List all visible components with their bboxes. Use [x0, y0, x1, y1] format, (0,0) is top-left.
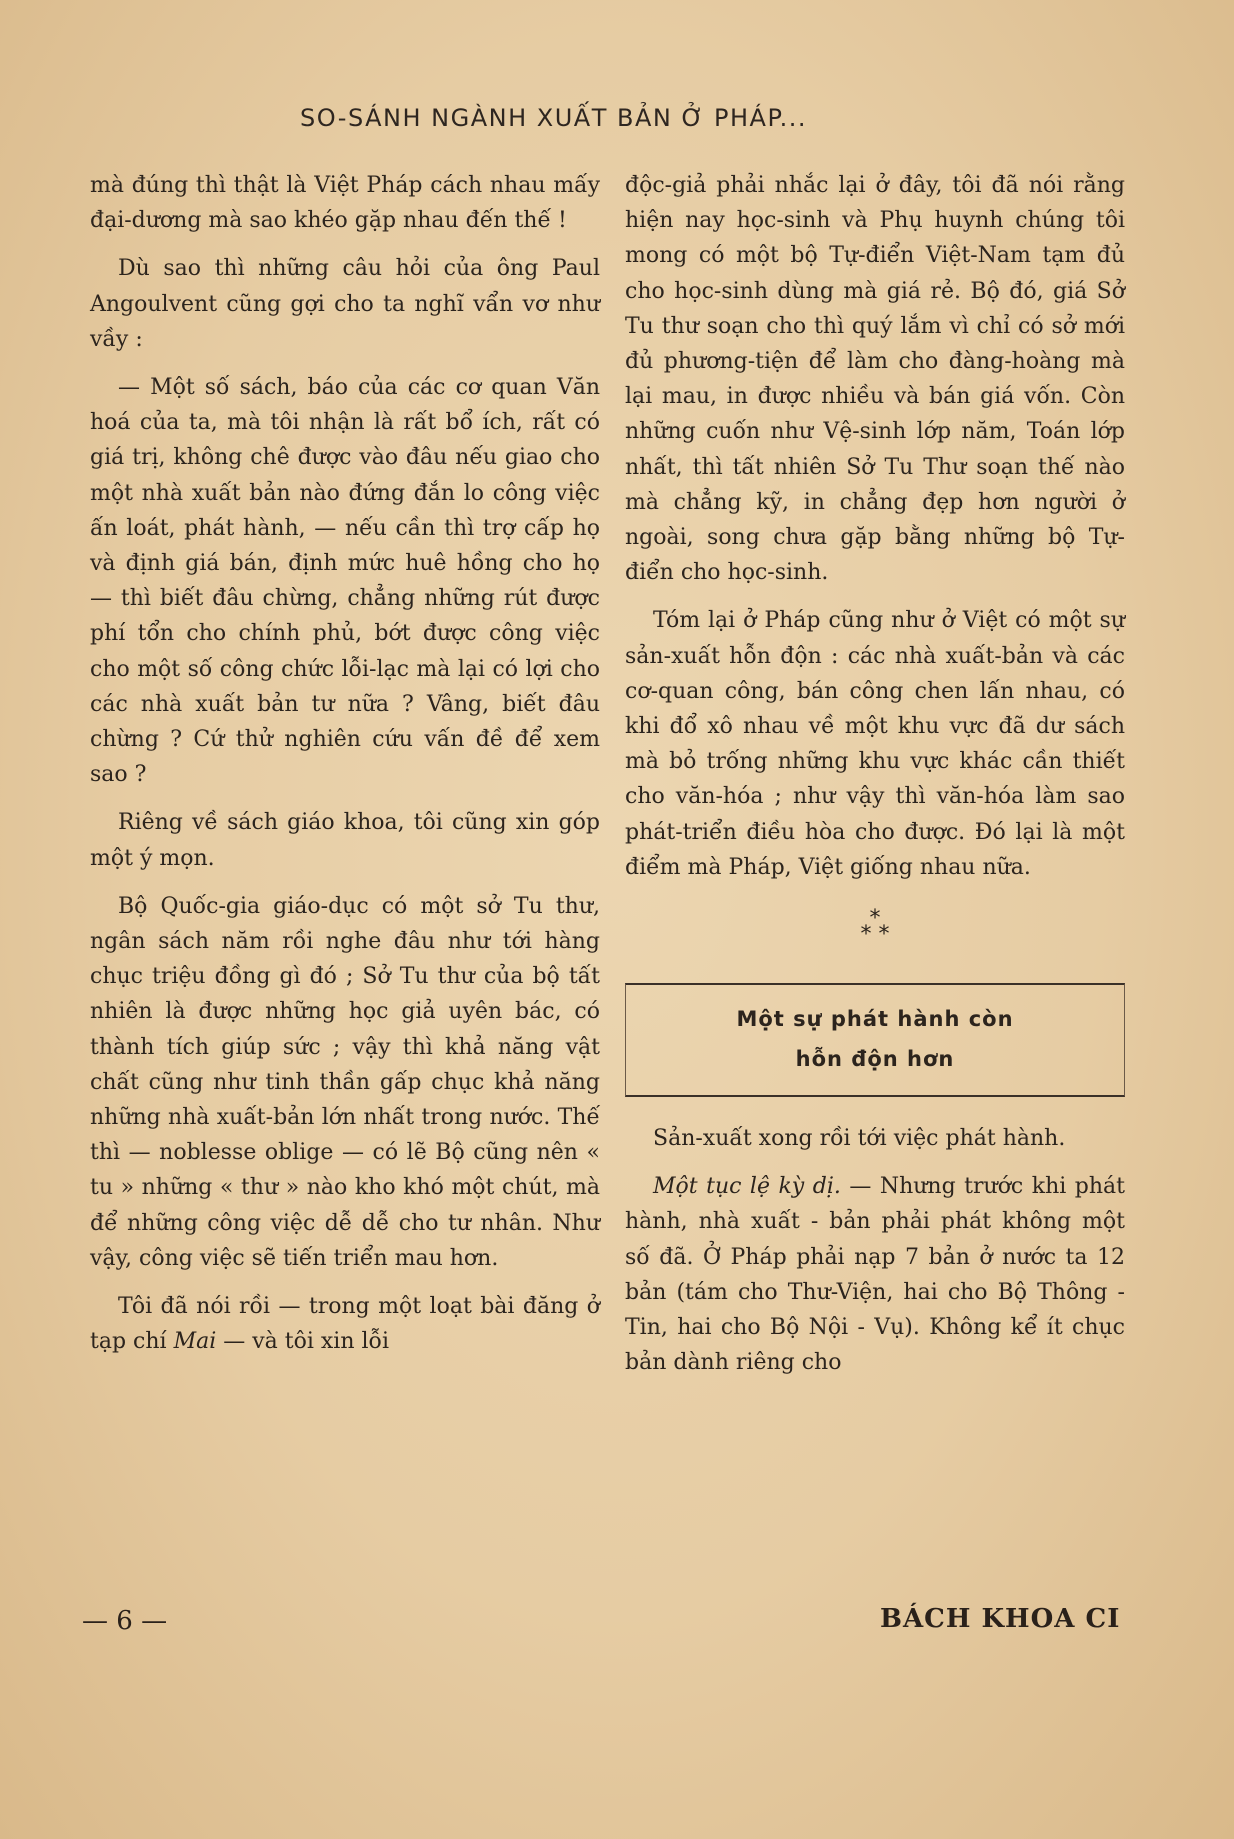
paragraph: — Một số sách, báo của các cơ quan Văn hoá của ta, mà tôi nhận là rất bổ ích, rất có giá trị, không chê được vào đâu nếu giao cho một nhà xuất bản nào đứng đắn lo công việc ấn loát, phát hành, — nếu cần thì trợ cấp họ và định giá bán, định mức huê hồng cho họ — thì biết đâu chừng, chẳng những rút được phí tổn cho chính phủ, bớt được công việc cho một số công chức lỗi-lạc mà lại có lợi cho các nhà xuất bản tư nữa ? Vâng, biết đâu chừng ? Cứ thử nghiên cứu vấn đề để xem sao ? [90, 375, 600, 788]
stars-text: * * * [860, 906, 890, 948]
section-separator-stars [625, 906, 1125, 948]
paragraph [625, 1169, 1125, 1380]
section-heading-line: Một sự phát hành còn [736, 1007, 1014, 1032]
paragraph: Bộ Quốc-gia giáo-dục có một sở Tu thư, ngân sách năm rồi nghe đâu như tới hàng chục triệu đồng gì đó ; Sở Tu thư của bộ tất nhiên là được những học giả uyên bác, có thành tích giúp sức ; vậy thì khả năng vật chất cũng như tinh thần gấp chục khả năng những nhà xuất-bản lớn nhất trong nước. Thế thì — noblesse oblige — có lẽ Bộ cũng nên « tu » những « thư » nào kho khó một chút, mà để những công việc dễ dễ cho tư nhân. Như vậy, công việc sẽ tiến triển mau hơn. [90, 893, 600, 1271]
paragraph [90, 1289, 600, 1359]
paragraph: Tóm lại ở Pháp cũng như ở Việt có một sự sản-xuất hỗn độn : các nhà xuất-bản và các cơ-quan công, bán công chen lấn nhau, có khi đổ xô nhau về một khu vực đã dư sách mà bỏ trống những khu vực khác cần thiết cho văn-hóa ; như vậy thì văn-hóa làm sao phát-triển điều hòa cho được. Đó lại là một điểm mà Pháp, Việt giống nhau nữa. [625, 608, 1125, 880]
italic-lead: Một tục lệ kỳ dị. [653, 1174, 841, 1200]
paragraph-text: — và tôi xin lỗi [216, 1329, 390, 1355]
magazine-name: Mai [173, 1329, 217, 1355]
right-column [625, 168, 1125, 1393]
paragraph: Riêng về sách giáo khoa, tôi cũng xin góp một ý mọn. [90, 810, 600, 871]
paragraph: độc-giả phải nhắc lại ở đây, tôi đã nói rằng hiện nay học-sinh và Phụ huynh chúng tôi mong có một bộ Tự-điển Việt-Nam tạm đủ cho học-sinh dùng mà giá rẻ. Bộ đó, giá Sở Tu thư soạn cho thì quý lắm vì chỉ có sở mới đủ phương-tiện để làm cho đàng-hoàng mà lại mau, in được nhiều và bán giá vốn. Còn những cuốn như Vệ-sinh lớp năm, Toán lớp nhất, thì tất nhiên Sở Tu Thư soạn thế nào mà chẳng kỹ, in chẳng đẹp hơn người ở ngoài, song chưa gặp bằng những bộ Tự-điển cho học-sinh. [625, 173, 1125, 586]
left-column [90, 168, 600, 1373]
paragraph-text: — Nhưng trước khi phát hành, nhà xuất - bản phải phát không một số đã. Ở Pháp phải nạp 7 bản ở nước ta 12 bản (tám cho Thư-Viện, hai cho Bộ Thông - Tin, hai cho Bộ Nội - Vụ). Không kể ít chục bản dành riêng cho [625, 1174, 1125, 1376]
paragraph: Sản-xuất xong rồi tới việc phát hành. [653, 1126, 1066, 1152]
paragraph-text: Tôi đã nói rồi — trong một loạt bài đăng ở tạp chí [90, 1294, 600, 1355]
page-number: — 6 — [82, 1606, 168, 1636]
paragraph: Dù sao thì những câu hỏi của ông Paul Angoulvent cũng gợi cho ta nghĩ vẩn vơ như vầy : [90, 256, 600, 352]
paragraph: mà đúng thì thật là Việt Pháp cách nhau mấy đại-dương mà sao khéo gặp nhau đến thế ! [90, 173, 600, 234]
section-heading-line: hỗn độn hơn [795, 1047, 955, 1072]
running-title: SO-SÁNH NGÀNH XUẤT BẢN Ở PHÁP... [300, 104, 808, 132]
magazine-issue: BÁCH KHOA CI [880, 1604, 1121, 1634]
section-heading-box [625, 983, 1125, 1097]
